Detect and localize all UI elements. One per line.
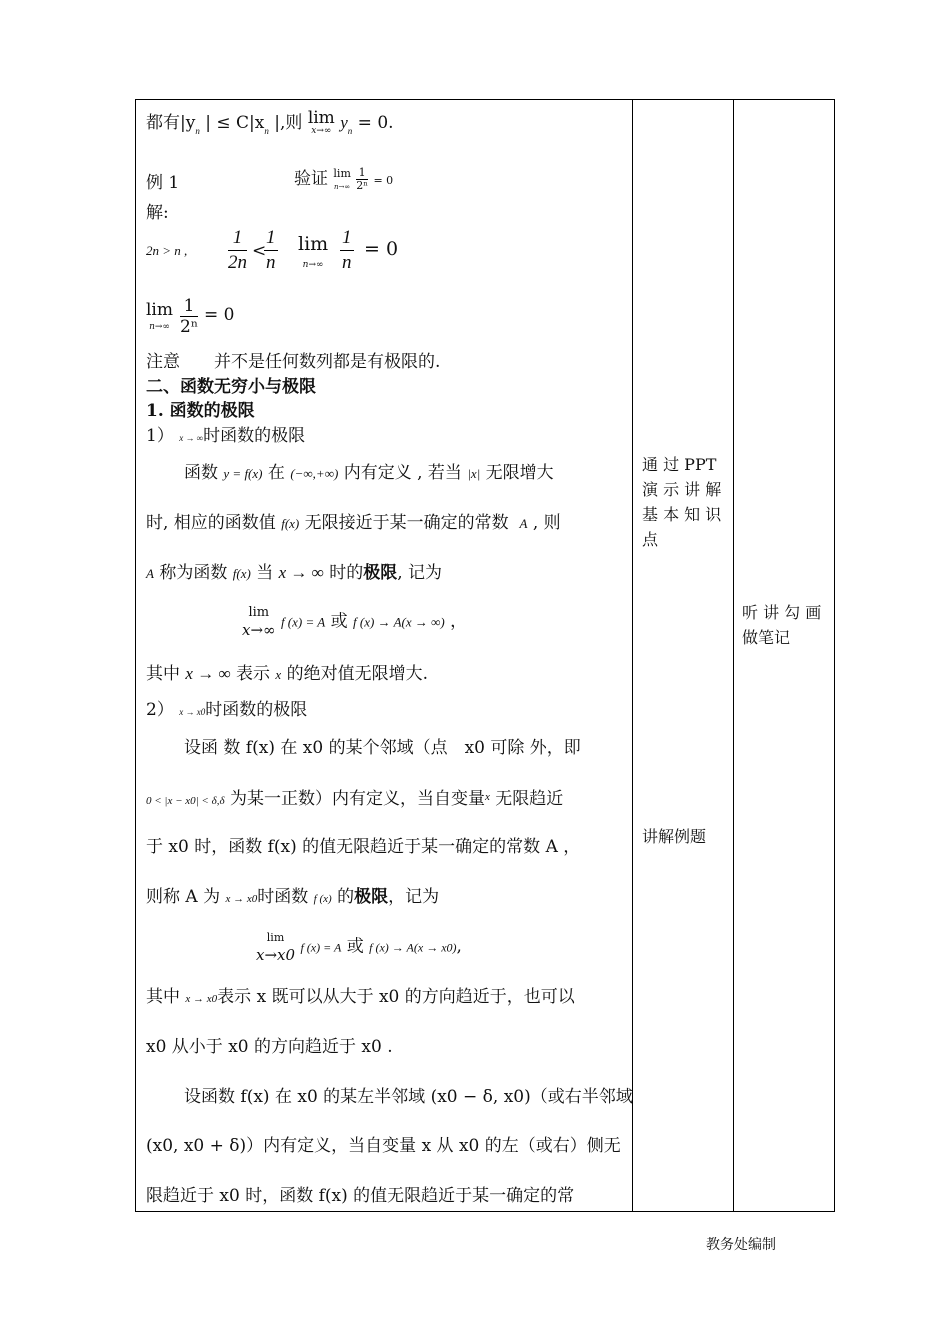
definition-line-2: 时, 相应的函数值 f(x) 无限接近于某一确定的常数 A , 则 (146, 513, 561, 533)
text: | ≤ C|x (205, 113, 265, 133)
teaching-method-examples: 讲解例题 (642, 827, 707, 846)
content-column: 都有$|y_n$ | ≤ $C|x_n$ |,则 lim x→∞ $y_n = 0$. 例 1 验证 lim n→∞ $\frac{1}{\text{2ⁿ}}$ = 0 解: 2n > n , $\frac{1}{2n}$ < $\frac{1}{n}$ lim n→∞ $\frac{1}{n}$ = 0 lim n→∞ $\frac{1}{\text{2ⁿ}}$ = 0 注意 并不是任何数列都是有极限的. 二、函数无穷小与极限 1. 函数的极限 1） x → ∞时函数的极限 函数 y = f(x) 在 (−∞,+∞) 内有定义 , 若当 |x| 无限增大 时, 相应的函数值 f(x) 无限接近于某一确定的常数 A , 则 A 称为函数 f(x) 当 x → ∞ 时的极限, 记为 lim x→∞ f (x) = A 或 f (x) → A(x → ∞) ， 其中 x → ∞ 表示 x 的绝对值无限增大. 2） x → x0时函数的极限 设函 数 f(x) 在 x0 的某个邻域（点 x0 可除 外，即 0 < |x − x0| < δ,δ 为某一正数）内有定义，当自变量$^x$ 无限趋近 于 x0 时，函数 f(x) 的值无限趋近于某一确定的常数 A ， 则称 A 为 x → x0时函数 f (x) 的极限，记为 lim x→x0 f (x) = A 或 f (x) → A(x → x0), 其中 x → x0表示 x 既可以从大于 x0 的方向趋近于，也可以 x0 从小于 x0 的方向趋近于 x0 . 设函数 f(x) 在 x0 的某左半邻域 (x0 − δ, x0)（或右半邻域 (x0, x0 + δ)）内有定义，当自变量 x 从 x0 的左（或右）侧无 限趋近于 x0 时，函数 f(x) 的值无限趋近于某一确定的常 (146, 108, 633, 1206)
case-1-title: 1） x → ∞时函数的极限 (146, 426, 306, 446)
definition-line-5: 设函 数 f(x) 在 x0 的某个邻域（点 x0 可除 外，即 (184, 738, 581, 758)
example-1-label: 例 1 (146, 173, 180, 193)
text: = 0. (357, 113, 394, 133)
section-heading: 二、函数无穷小与极限 (146, 377, 316, 397)
definition-line-13: 限趋近于 x0 时，函数 f(x) 的值无限趋近于某一确定的常 (146, 1186, 575, 1206)
text: 都有|y (146, 113, 196, 133)
definition-line-7: 于 x0 时，函数 f(x) 的值无限趋近于某一确定的常数 A ， (146, 837, 581, 857)
definition-line-3: A 称为函数 f(x) 当 x → ∞ 时的极限, 记为 (146, 563, 443, 583)
case-2-title: 2） x → x0时函数的极限 (146, 700, 308, 720)
teaching-method-ppt: 通 过 PPT 演 示 讲 解 基 本 知 识 点 (642, 455, 722, 549)
definition-line-6: 0 < |x − x0| < δ,δ 为某一正数）内有定义，当自变量$^x$ 无限趋近 (146, 789, 564, 809)
column-divider-2 (733, 100, 734, 1211)
limit-notation-1: lim x→∞ f (x) = A 或 f (x) → A(x → ∞) ， (242, 605, 468, 639)
lesson-table (135, 99, 835, 1212)
student-activity: 听 讲 勾 画 做笔记 (742, 603, 822, 647)
definition-line-11: 设函数 f(x) 在 x0 的某左半邻域 (x0 − δ, x0)（或右半邻域 (184, 1087, 633, 1107)
definition-line-12: (x0, x0 + δ)）内有定义，当自变量 x 从 x0 的左（或右）侧无 (146, 1136, 621, 1156)
example-1-verify: 验证 lim n→∞ $\frac{1}{\text{2ⁿ}}$ = 0 (294, 166, 394, 192)
text: |,则 (274, 113, 303, 133)
definition-line-9: 其中 x → x0表示 x 既可以从大于 x0 的方向趋近于，也可以 (146, 987, 575, 1007)
footer-note: 教务处编制 (706, 1237, 776, 1253)
text: y (340, 113, 348, 132)
definition-line-8: 则称 A 为 x → x0时函数 f (x) 的极限，记为 (146, 887, 440, 907)
definition-line-10: x0 从小于 x0 的方向趋近于 x0 . (146, 1037, 393, 1057)
limit-expression: lim x→∞ (307, 108, 335, 136)
sequence-bound-line: 都有$|y_n$ | ≤ $C|x_n$ |,则 lim x→∞ $y_n = 0$. (146, 108, 394, 136)
definition-line-4: 其中 x → ∞ 表示 x 的绝对值无限增大. (146, 664, 428, 684)
limit-notation-2: lim x→x0 f (x) = A 或 f (x) → A(x → x0), (256, 931, 462, 964)
solution-label: 解: (146, 203, 169, 223)
definition-line-1: 函数 y = f(x) 在 (−∞,+∞) 内有定义 , 若当 |x| 无限增大 (184, 463, 554, 483)
note-line: 注意 并不是任何数列都是有极限的. (146, 352, 441, 372)
subsection-heading: 1. 函数的极限 (146, 401, 255, 421)
